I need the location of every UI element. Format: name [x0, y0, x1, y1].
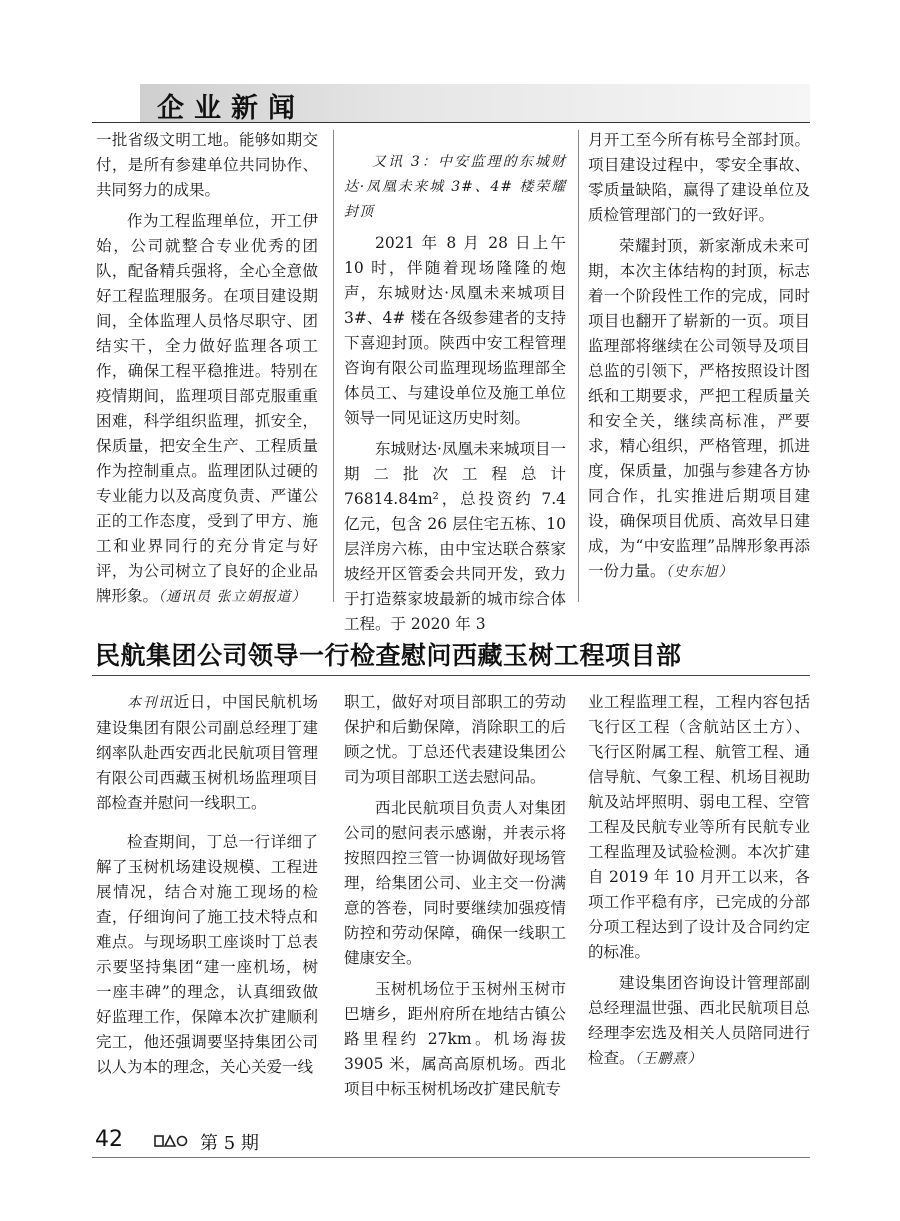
- article1-column-2: [344, 150, 566, 637]
- paragraph: 玉树机场位于玉树州玉树市巴塘乡，距州府所在地结古镇公路里程约 27km。机场海拔 3905 米，属高高原机场。西北项目中标玉树机场改扩建民航专: [344, 980, 566, 1098]
- paragraph: 近日，中国民航机场建设集团有限公司副总经理丁建纲率队赴西安西北民航项目管理有限公司西藏玉树机场监理项目部检查并慰问一线职工。: [96, 693, 318, 812]
- paragraph: 东城财达·凤凰未来城项目一期二批次工程总计 76814.84m²，总投资约 7.4 亿元，包含 26 层住宅五栋、10 层洋房六栋，由中宝达联合蔡家坡经开区管委会共同开发，致力于打造蔡家坡最新的城市综合体工程。于 2020 年 3: [344, 440, 566, 633]
- paragraph: 一批省级文明工地。能够如期交付，是所有参建单位共同协作、共同努力的成果。: [96, 131, 318, 199]
- page-number: 42: [95, 1127, 123, 1152]
- paragraph-with-byline: [588, 234, 810, 585]
- article1-column-3: [588, 128, 810, 585]
- article1-column-1: [96, 128, 318, 610]
- byline: （通讯员 张立娟报道）: [158, 589, 307, 605]
- lead-label: 本刊讯: [127, 695, 174, 711]
- paragraph: 西北民航项目负责人对集团公司的慰问表示感谢，并表示将按照四控三管一协调做好现场管理，给集团公司、业主交一份满意的答卷，同时要继续加强疫情防控和劳动保障，确保一线职工健康安全。: [344, 799, 566, 967]
- paragraph: 作为工程监理单位，开工伊始，公司就整合专业优秀的团队，配备精兵强将，全心全意做好工程监理服务。在项目建设期间，全体监理人员恪尽职守、团结实干，全力做好监理各项工作，确保工程平稳推进。特别在疫情期间，监理项目部克服重重困难，科学组织监理，抓安全，保质量，把安全生产、工程质量作为控制重点。监理团队过硬的专业能力以及高度负责、严谨公正的工作态度，受到了甲方、施工和业界同行的充分肯定与好评，为公司树立了良好的企业品牌形象。: [96, 212, 318, 605]
- footer-rule: [92, 1157, 810, 1158]
- article2-headline: 民航集团公司领导一行检查慰问西藏玉树工程项目部: [95, 641, 682, 670]
- issue-number: 第 5 期: [200, 1133, 259, 1154]
- article2-column-2: [344, 690, 566, 1102]
- paragraph-with-byline: [96, 209, 318, 610]
- subheading: 又讯 3：中安监理的东城财达·凤凰未来城 3#、4# 楼荣耀封顶: [344, 154, 566, 220]
- column-divider: [578, 130, 579, 602]
- paragraph: 2021 年 8 月 28 日上午 10 时，伴随着现场隆隆的炮声，东城财达·凤凰未来城项目 3#、4# 楼在各级参建者的支持下喜迎封顶。陕西中安工程管理咨询有限公司监理现场监理部全体员工、与建设单位及施工单位领导一同见证这历史时刻。: [344, 234, 566, 427]
- article2-column-1: [96, 690, 318, 1080]
- magazine-logo-icon: [154, 1134, 188, 1148]
- lead-paragraph: [96, 690, 318, 816]
- paragraph: 荣耀封顶，新家渐成未来可期，本次主体结构的封顶，标志着一个阶段性工作的完成，同时项目也翻开了崭新的一页。项目监理部将继续在公司领导及项目总监的引领下，严格按照设计图纸和工期要求，严把工程质量关和安全关，继续高标准，严要求，精心组织，严格管理，抓进度，保质量，加强与参建各方协同合作，扎实推进后期项目建设，确保项目优质、高效早日建成，为“中安监理”品牌形象再添一份力量。: [588, 237, 810, 580]
- section-title: 企业新闻: [157, 93, 305, 124]
- paragraph: 建设集团咨询设计管理部副总经理温世强、西北民航项目总经理李宏选及相关人员陪同进行检查。: [588, 974, 810, 1067]
- headline-rule: [92, 675, 810, 676]
- byline: （王鹏熹）: [634, 1051, 703, 1067]
- paragraph: 业工程监理工程，工程内容包括飞行区工程（含航站区土方）、飞行区附属工程、航管工程、通信导航、气象工程、机场目视助航及站坪照明、弱电工程、空管工程及民航专业等所有民航专业工程监理及试验检测。本次扩建自 2019 年 10 月开工以来，各项工作平稳有序，已完成的分部分项工程达到了设计及合同约定的标准。: [588, 693, 810, 961]
- paragraph: 职工，做好对项目部职工的劳动保护和后勤保障，消除职工的后顾之忧。丁总还代表建设集团公司为项目部职工送去慰问品。: [344, 693, 566, 786]
- column-divider: [333, 130, 334, 602]
- header-rule: [92, 122, 810, 123]
- paragraph-with-byline: [588, 971, 810, 1072]
- article2-column-3: [588, 690, 810, 1072]
- paragraph: 检查期间，丁总一行详细了解了玉树机场建设规模、工程进展情况，结合对施工现场的检查，仔细询问了施工技术特点和难点。与现场职工座谈时丁总表示要坚持集团“建一座机场，树一座丰碑”的理念，认真细致做好监理工作，保障本次扩建顺利完工，他还强调要坚持集团公司以人为本的理念，关心关爱一线: [96, 833, 318, 1076]
- paragraph: 月开工至今所有栋号全部封顶。项目建设过程中，零安全事故、零质量缺陷，赢得了建设单位及质检管理部门的一致好评。: [588, 131, 810, 224]
- byline: （史东旭）: [665, 564, 734, 580]
